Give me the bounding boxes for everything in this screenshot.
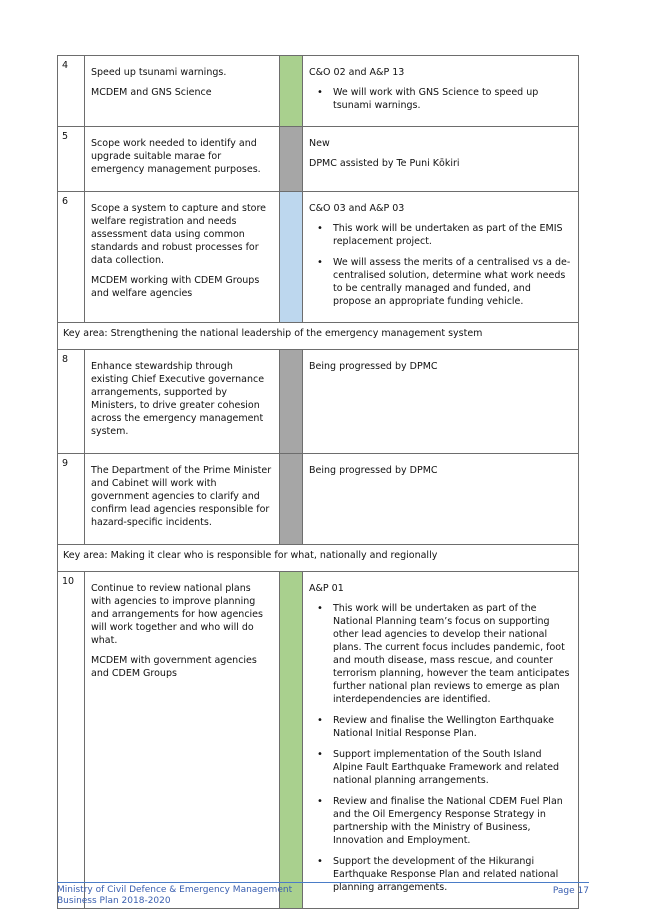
- row-number: 5: [58, 127, 85, 192]
- description-text: The Department of the Prime Minister and Cabinet will work with government agencies to clarify and confirm lead agencies responsible for hazard-specific incidents.: [91, 465, 272, 528]
- row-number: 9: [58, 454, 85, 545]
- action-description: [85, 127, 280, 192]
- actions-cell: [303, 572, 579, 909]
- key-area-row: [58, 545, 579, 572]
- lead-agency: MCDEM and GNS Science: [91, 87, 212, 98]
- status-indicator-green: [280, 572, 303, 909]
- reference-code: Being progressed by DPMC: [309, 465, 438, 476]
- key-area-heading: Key area: Making it clear who is responsible for what, nationally and regionally: [58, 545, 579, 572]
- description-text: Speed up tsunami warnings.: [91, 67, 227, 78]
- actions-cell: [303, 192, 579, 323]
- description-text: Scope a system to capture and store welfare registration and needs assessment data using common standards and robust processes for data collection.: [91, 203, 267, 266]
- table-row: [58, 572, 579, 909]
- key-area-heading: Key area: Strengthening the national leadership of the emergency management system: [58, 323, 579, 350]
- status-indicator-blue: [280, 192, 303, 323]
- row-number: 4: [58, 56, 85, 127]
- bullet-item: • We will work with GNS Science to speed up tsunami warnings.: [333, 86, 572, 112]
- status-indicator-green: [280, 56, 303, 127]
- reference-code: Being progressed by DPMC: [309, 361, 438, 372]
- page-footer: [57, 882, 589, 907]
- reference-code: C&O 03 and A&P 03: [309, 203, 405, 214]
- action-description: [85, 56, 280, 127]
- status-indicator-grey: [280, 350, 303, 454]
- footer-document-title: Business Plan 2018-2020: [57, 896, 171, 906]
- reference-code: New: [309, 138, 330, 149]
- footer-organisation: Ministry of Civil Defence & Emergency Management: [57, 885, 293, 895]
- row-number: 10: [58, 572, 85, 909]
- key-area-row: [58, 323, 579, 350]
- bullet-item: • Review and finalise the National CDEM Fuel Plan and the Oil Emergency Response Strategy in partnership with the Ministry of Business, Innovation and Employment.: [333, 795, 572, 847]
- description-text: Enhance stewardship through existing Chief Executive governance arrangements, supported by Ministers, to drive greater cohesion across the emergency management system.: [91, 361, 265, 437]
- table-row: [58, 454, 579, 545]
- bullet-item: • This work will be undertaken as part of the EMIS replacement project.: [333, 222, 572, 248]
- lead-agency: DPMC assisted by Te Puni Kōkiri: [309, 158, 460, 169]
- table-row: [58, 192, 579, 323]
- actions-cell: [303, 56, 579, 127]
- action-bullets: [309, 222, 572, 308]
- business-plan-table: [57, 55, 579, 909]
- row-number: 6: [58, 192, 85, 323]
- table-row: [58, 56, 579, 127]
- actions-cell: [303, 350, 579, 454]
- action-bullets: [309, 86, 572, 112]
- action-description: [85, 454, 280, 545]
- status-indicator-grey: [280, 454, 303, 545]
- bullet-item: • This work will be undertaken as part of the National Planning team’s focus on supporting other lead agencies to develop their national plans. The current focus includes pandemic, foot and mouth disease, mass rescue, and counter terrorism planning, however the team anticipates further national plan reviews to emerge as plan interdependencies are identified.: [333, 602, 572, 706]
- action-description: [85, 572, 280, 909]
- actions-cell: [303, 127, 579, 192]
- description-text: Scope work needed to identify and upgrade suitable marae for emergency management purposes.: [91, 138, 261, 175]
- bullet-item: • Support the development of the Hikurangi Earthquake Response Plan and related national planning arrangements.: [333, 855, 572, 894]
- lead-agency: MCDEM working with CDEM Groups and welfare agencies: [91, 275, 260, 299]
- bullet-item: • We will assess the merits of a centralised vs a de-centralised solution, determine what work needs to be centrally managed and funded, and propose an appropriate funding vehicle.: [333, 256, 572, 308]
- action-description: [85, 350, 280, 454]
- description-text: Continue to review national plans with agencies to improve planning and arrangements for how agencies will work together and who will do what.: [91, 583, 263, 646]
- page-number: Page 17: [552, 886, 589, 896]
- actions-cell: [303, 454, 579, 545]
- row-number: 8: [58, 350, 85, 454]
- table-row: [58, 127, 579, 192]
- table-row: [58, 350, 579, 454]
- reference-code: C&O 02 and A&P 13: [309, 67, 405, 78]
- status-indicator-grey: [280, 127, 303, 192]
- action-bullets: [309, 602, 572, 894]
- reference-code: A&P 01: [309, 583, 344, 594]
- bullet-item: • Review and finalise the Wellington Earthquake National Initial Response Plan.: [333, 714, 572, 740]
- lead-agency: MCDEM with government agencies and CDEM Groups: [91, 655, 257, 679]
- bullet-item: • Support implementation of the South Island Alpine Fault Earthquake Framework and related national planning arrangements.: [333, 748, 572, 787]
- action-description: [85, 192, 280, 323]
